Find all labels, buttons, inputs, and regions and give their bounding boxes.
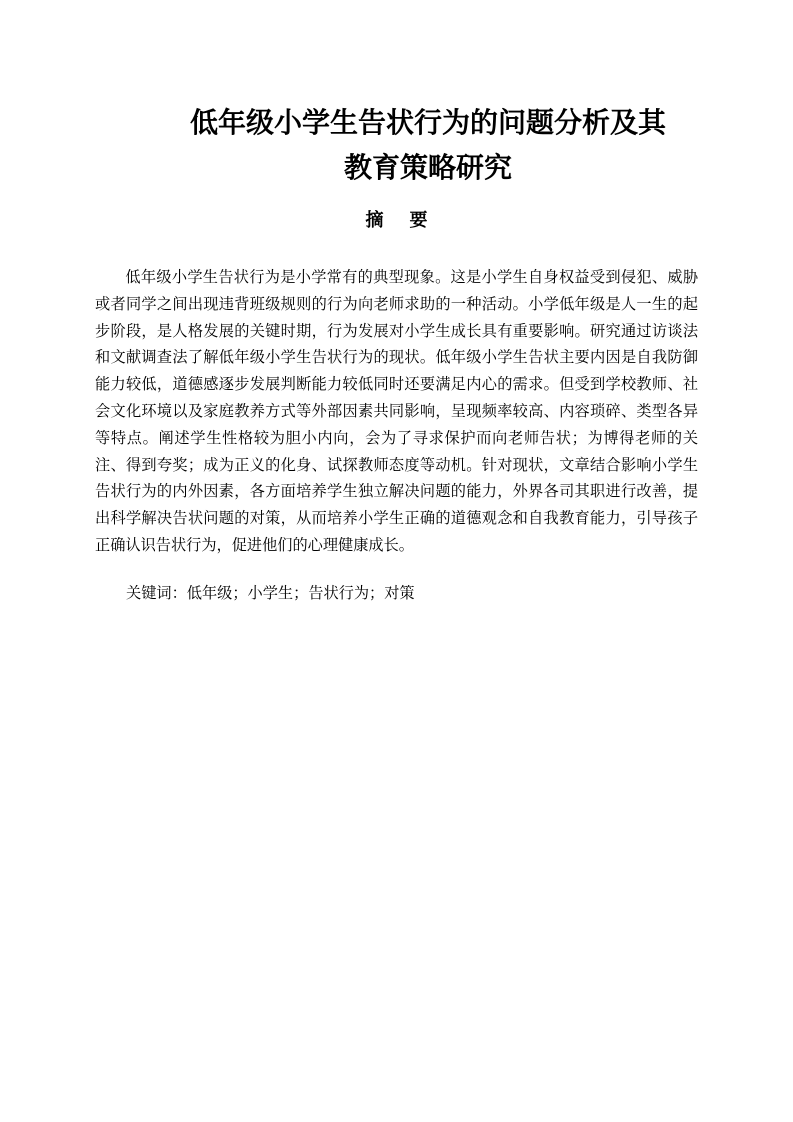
- keywords-value: 低年级；小学生；告状行为；对策: [186, 584, 415, 602]
- keywords-label: 关键词：: [126, 584, 187, 602]
- abstract-paragraph: 低年级小学生告状行为是小学常有的典型现象。这是小学生自身权益受到侵犯、威胁或者同学之间出现违背班级规则的行为向老师求助的一种活动。小学低年级是人一生的起步阶段，是人格发展的关键时期，行为发展对小学生成长具有重要影响。研究通过访谈法和文献调查法了解低年级小学生告状行为的现状。低年级小学生告状主要内因是自我防御能力较低，道德感逐步发展判断能力较低同时还要满足内心的需求。但受到学校教师、社会文化环境以及家庭教养方式等外部因素共同影响，呈现频率较高、内容琐碎、类型各异等特点。阐述学生性格较为胆小内向，会为了寻求保护而向老师告状；为博得老师的关注、得到夸奖；成为正义的化身、试探教师态度等动机。针对现状，文章结合影响小学生告状行为的内外因素，各方面培养学生独立解决问题的能力，外界各司其职进行改善，提出科学解决告状问题的对策，从而培养小学生正确的道德观念和自我教育能力，引导孩子正确认识告状行为，促进他们的心理健康成长。: [95, 268, 698, 554]
- keywords-line: [126, 580, 698, 606]
- abstract-heading: 摘要: [365, 210, 454, 231]
- document-title: [120, 100, 736, 190]
- title-line-1: 低年级小学生告状行为的问题分析及其: [189, 106, 666, 139]
- title-line-2: 教育策略研究: [343, 151, 512, 184]
